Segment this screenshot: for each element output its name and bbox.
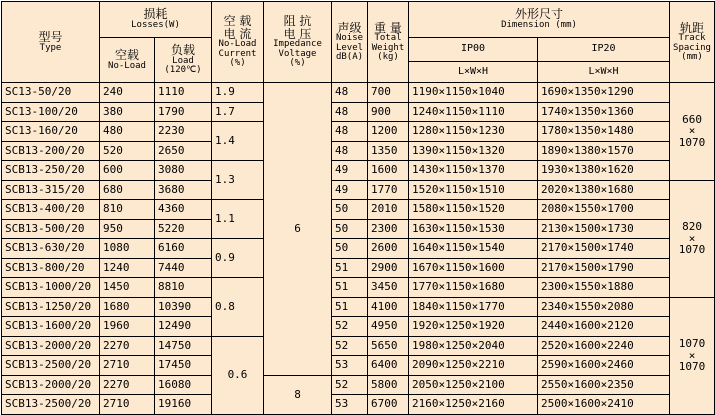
header-ip00-lwh: L×W×H <box>409 62 538 83</box>
header-dimension: 外形尺寸 Dimension (mm) <box>409 2 670 38</box>
header-track-spacing: 轨距 Track Spacing (mm) <box>670 2 715 83</box>
header-impedance-voltage: 阻 抗 电 压 Impedance Voltage (%) <box>264 2 332 83</box>
table-row <box>2 141 715 161</box>
header-ip00: IP00 <box>409 38 538 62</box>
noise-cell: 50 <box>332 239 368 259</box>
no-load-loss-cell: 680 <box>100 180 155 200</box>
noise-cell: 53 <box>332 356 368 376</box>
no-load-loss-cell: 1680 <box>100 297 155 317</box>
model-cell: SCB13-1600/20 <box>2 317 100 337</box>
ip00-dimension-cell: 1280×1150×1230 <box>409 122 538 142</box>
weight-cell: 2300 <box>368 219 409 239</box>
no-load-loss-cell: 2270 <box>100 336 155 356</box>
table-row <box>2 200 715 220</box>
model-cell: SCB13-2000/20 <box>2 336 100 356</box>
ip00-dimension-cell: 1920×1250×1920 <box>409 317 538 337</box>
track-times: × <box>688 124 696 138</box>
weight-cell: 3450 <box>368 278 409 298</box>
noise-cell: 50 <box>332 219 368 239</box>
noise-cell: 51 <box>332 278 368 298</box>
weight-cell: 900 <box>368 102 409 122</box>
no-load-current-cell: 1.4 <box>212 122 264 161</box>
load-loss-cell: 17450 <box>155 356 212 376</box>
table-row <box>2 317 715 337</box>
table-row <box>2 180 715 200</box>
header-ip20: IP20 <box>538 38 670 62</box>
weight-cell: 1600 <box>368 161 409 181</box>
no-load-loss-cell: 1240 <box>100 258 155 278</box>
weight-cell: 5800 <box>368 375 409 395</box>
weight-cell: 2900 <box>368 258 409 278</box>
no-load-loss-cell: 520 <box>100 141 155 161</box>
model-cell: SC13-50/20 <box>2 83 100 103</box>
noise-cell: 48 <box>332 102 368 122</box>
load-loss-cell: 19160 <box>155 395 212 415</box>
load-loss-cell: 16080 <box>155 375 212 395</box>
ip00-dimension-cell: 1980×1250×2040 <box>409 336 538 356</box>
load-loss-cell: 2230 <box>155 122 212 142</box>
noise-cell: 51 <box>332 258 368 278</box>
noise-cell: 52 <box>332 317 368 337</box>
no-load-loss-cell: 240 <box>100 83 155 103</box>
noise-cell: 51 <box>332 297 368 317</box>
ip00-dimension-cell: 1630×1150×1530 <box>409 219 538 239</box>
ip20-dimension-cell: 2020×1380×1680 <box>538 180 670 200</box>
load-loss-cell: 8810 <box>155 278 212 298</box>
ip20-dimension-cell: 2170×1500×1790 <box>538 258 670 278</box>
no-load-loss-cell: 2710 <box>100 395 155 415</box>
load-loss-cell: 7440 <box>155 258 212 278</box>
ip20-dimension-cell: 1780×1350×1480 <box>538 122 670 142</box>
noise-cell: 48 <box>332 83 368 103</box>
model-cell: SC13-160/20 <box>2 122 100 142</box>
weight-cell: 2600 <box>368 239 409 259</box>
no-load-loss-cell: 480 <box>100 122 155 142</box>
weight-cell: 6400 <box>368 356 409 376</box>
ip20-dimension-cell: 2340×1550×2080 <box>538 297 670 317</box>
no-load-current-cell: 0.8 <box>212 278 264 337</box>
track-value-2: 1070 <box>678 243 706 257</box>
no-load-current-cell: 1.1 <box>212 200 264 239</box>
ip20-dimension-cell: 2170×1500×1740 <box>538 239 670 259</box>
model-cell: SCB13-400/20 <box>2 200 100 220</box>
no-load-loss-cell: 600 <box>100 161 155 181</box>
track-spacing-cell <box>670 297 715 414</box>
model-cell: SC13-100/20 <box>2 102 100 122</box>
table-row <box>2 278 715 298</box>
ip00-dimension-cell: 1840×1150×1770 <box>409 297 538 317</box>
ip00-dimension-cell: 1240×1150×1110 <box>409 102 538 122</box>
noise-cell: 52 <box>332 336 368 356</box>
ip20-dimension-cell: 1930×1380×1620 <box>538 161 670 181</box>
track-value: 660 <box>682 112 702 126</box>
ip00-dimension-cell: 1430×1150×1370 <box>409 161 538 181</box>
load-loss-cell: 6160 <box>155 239 212 259</box>
noise-cell: 53 <box>332 395 368 415</box>
header-losses: 损耗 Losses(W) <box>100 2 212 38</box>
load-loss-cell: 3680 <box>155 180 212 200</box>
weight-cell: 4100 <box>368 297 409 317</box>
header-load-loss: 负载 Load (120℃) <box>155 38 212 83</box>
track-value-2: 1070 <box>678 360 706 374</box>
weight-cell: 1350 <box>368 141 409 161</box>
no-load-loss-cell: 1450 <box>100 278 155 298</box>
table-row <box>2 258 715 278</box>
impedance-cell: 8 <box>264 375 332 414</box>
load-loss-cell: 2650 <box>155 141 212 161</box>
model-cell: SCB13-200/20 <box>2 141 100 161</box>
ip20-dimension-cell: 2520×1600×2240 <box>538 336 670 356</box>
noise-cell: 48 <box>332 141 368 161</box>
no-load-loss-cell: 2270 <box>100 375 155 395</box>
weight-cell: 5650 <box>368 336 409 356</box>
track-times: × <box>688 231 696 245</box>
load-loss-cell: 4360 <box>155 200 212 220</box>
header-ip20-lwh: L×W×H <box>538 62 670 83</box>
table-row <box>2 356 715 376</box>
no-load-current-cell: 0.6 <box>212 336 264 414</box>
no-load-current-cell: 1.7 <box>212 102 264 122</box>
load-loss-cell: 3080 <box>155 161 212 181</box>
no-load-current-cell: 0.9 <box>212 239 264 278</box>
model-cell: SCB13-2000/20 <box>2 375 100 395</box>
no-load-current-cell: 1.9 <box>212 83 264 103</box>
ip20-dimension-cell: 2300×1550×1880 <box>538 278 670 298</box>
model-cell: SCB13-1000/20 <box>2 278 100 298</box>
weight-cell: 700 <box>368 83 409 103</box>
ip20-dimension-cell: 2080×1550×1700 <box>538 200 670 220</box>
ip20-dimension-cell: 2440×1600×2120 <box>538 317 670 337</box>
header-no-load-loss: 空载 No-Load <box>100 38 155 83</box>
table-row <box>2 83 715 103</box>
no-load-loss-cell: 1960 <box>100 317 155 337</box>
ip20-dimension-cell: 1890×1380×1570 <box>538 141 670 161</box>
ip20-dimension-cell: 2500×1600×2410 <box>538 395 670 415</box>
ip00-dimension-cell: 1520×1150×1510 <box>409 180 538 200</box>
ip00-dimension-cell: 1640×1150×1540 <box>409 239 538 259</box>
header-noise-level: 声级 Noise Level dB(A) <box>332 2 368 83</box>
weight-cell: 1200 <box>368 122 409 142</box>
model-cell: SCB13-2500/20 <box>2 356 100 376</box>
table-row <box>2 336 715 356</box>
load-loss-cell: 1790 <box>155 102 212 122</box>
table-row <box>2 122 715 142</box>
table-row <box>2 219 715 239</box>
load-loss-cell: 5220 <box>155 219 212 239</box>
load-loss-cell: 10390 <box>155 297 212 317</box>
no-load-loss-cell: 2710 <box>100 356 155 376</box>
model-cell: SCB13-800/20 <box>2 258 100 278</box>
load-loss-cell: 1110 <box>155 83 212 103</box>
table-row <box>2 375 715 395</box>
ip20-dimension-cell: 2590×1600×2460 <box>538 356 670 376</box>
ip00-dimension-cell: 2090×1250×2210 <box>409 356 538 376</box>
ip00-dimension-cell: 1770×1150×1680 <box>409 278 538 298</box>
noise-cell: 50 <box>332 200 368 220</box>
header-model: 型号 Type <box>2 2 100 83</box>
model-cell: SCB13-315/20 <box>2 180 100 200</box>
no-load-loss-cell: 380 <box>100 102 155 122</box>
weight-cell: 6700 <box>368 395 409 415</box>
transformer-spec-table <box>1 1 715 415</box>
model-cell: SCB13-1250/20 <box>2 297 100 317</box>
track-times: × <box>688 348 696 362</box>
table-row <box>2 102 715 122</box>
table-row <box>2 161 715 181</box>
ip20-dimension-cell: 1740×1350×1360 <box>538 102 670 122</box>
track-value-2: 1070 <box>678 136 706 150</box>
no-load-loss-cell: 1080 <box>100 239 155 259</box>
no-load-loss-cell: 810 <box>100 200 155 220</box>
table-row <box>2 395 715 415</box>
no-load-loss-cell: 950 <box>100 219 155 239</box>
ip20-dimension-cell: 2550×1600×2350 <box>538 375 670 395</box>
ip20-dimension-cell: 2130×1500×1730 <box>538 219 670 239</box>
ip20-dimension-cell: 1690×1350×1290 <box>538 83 670 103</box>
noise-cell: 49 <box>332 161 368 181</box>
header-total-weight: 重 量 Total Weight (kg) <box>368 2 409 83</box>
noise-cell: 52 <box>332 375 368 395</box>
model-cell: SCB13-2500/20 <box>2 395 100 415</box>
ip00-dimension-cell: 1670×1150×1600 <box>409 258 538 278</box>
ip00-dimension-cell: 1580×1150×1520 <box>409 200 538 220</box>
track-value: 1070 <box>678 337 706 351</box>
noise-cell: 49 <box>332 180 368 200</box>
track-value: 820 <box>682 220 702 234</box>
header-no-load-current: 空 载 电 流 No-Load Current (%) <box>212 2 264 83</box>
table-row <box>2 297 715 317</box>
weight-cell: 2010 <box>368 200 409 220</box>
weight-cell: 1770 <box>368 180 409 200</box>
table-row <box>2 239 715 259</box>
track-spacing-cell <box>670 83 715 181</box>
ip00-dimension-cell: 2050×1250×2100 <box>409 375 538 395</box>
ip00-dimension-cell: 1390×1150×1320 <box>409 141 538 161</box>
no-load-current-cell: 1.3 <box>212 161 264 200</box>
ip00-dimension-cell: 2160×1250×2160 <box>409 395 538 415</box>
model-cell: SCB13-500/20 <box>2 219 100 239</box>
noise-cell: 48 <box>332 122 368 142</box>
weight-cell: 4950 <box>368 317 409 337</box>
load-loss-cell: 12490 <box>155 317 212 337</box>
track-spacing-cell <box>670 180 715 297</box>
ip00-dimension-cell: 1190×1150×1040 <box>409 83 538 103</box>
model-cell: SCB13-630/20 <box>2 239 100 259</box>
impedance-cell: 6 <box>264 83 332 376</box>
load-loss-cell: 14750 <box>155 336 212 356</box>
model-cell: SCB13-250/20 <box>2 161 100 181</box>
